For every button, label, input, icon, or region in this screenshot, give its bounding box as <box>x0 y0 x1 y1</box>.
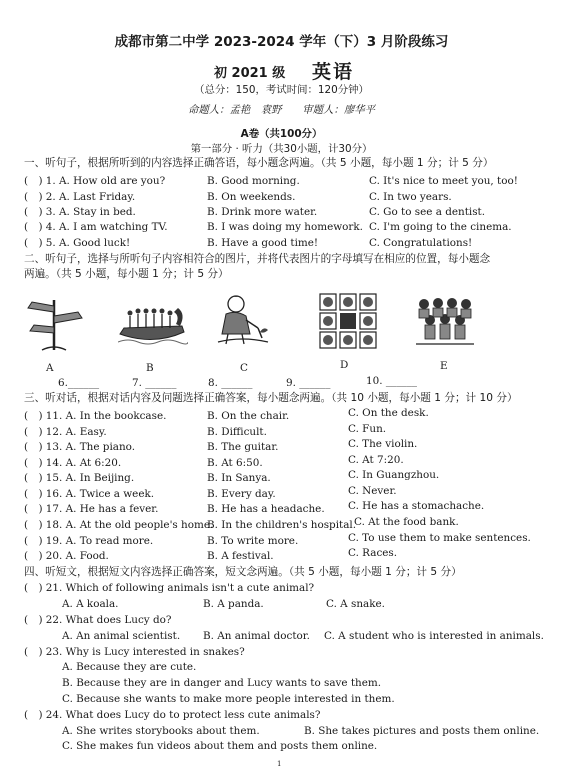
paper-a-title: A卷（共100分） <box>240 128 323 140</box>
q3-option-b: B. Drink more water. <box>207 206 318 218</box>
q16-option-c: C. Never. <box>348 485 397 497</box>
answer-blank-7[interactable]: 7. ______ <box>132 377 177 389</box>
q1-option-c: C. It's nice to meet you, too! <box>369 175 518 187</box>
q16-stem: ( ) 16. A. Twice a week. <box>24 488 155 500</box>
q22-option-b: B. An animal doctor. <box>203 630 310 642</box>
q15-option-c: C. In Guangzhou. <box>348 469 440 481</box>
q22-option-a: A. An animal scientist. <box>62 630 181 642</box>
dishes-grid-icon <box>318 292 378 350</box>
answer-blank-9[interactable]: 9. ______ <box>286 377 331 389</box>
girl-planting-icon <box>212 290 272 352</box>
q19-stem: ( ) 19. A. To read more. <box>24 535 154 547</box>
q21-option-a: A. A koala. <box>62 598 119 610</box>
q18-option-c: C. At the food bank. <box>354 516 459 528</box>
q15-stem: ( ) 15. A. In Beijing. <box>24 472 135 484</box>
section2-heading-line2: 两遍。（共 5 小题，每小题 1 分；计 5 分） <box>24 268 229 280</box>
q13-option-c: C. The violin. <box>348 438 418 450</box>
dragon-boat-icon <box>118 296 188 351</box>
answer-blank-8[interactable]: 8. ______ <box>208 377 253 389</box>
picture-letter-e: E <box>440 360 448 372</box>
q24-option-c: C. She makes fun videos about them and posts them online. <box>62 740 378 752</box>
q22-stem: ( ) 22. What does Lucy do? <box>24 614 172 626</box>
q19-option-b: B. To write more. <box>207 535 299 547</box>
subject-label: 英语 <box>312 61 355 83</box>
q20-option-c: C. Races. <box>348 547 398 559</box>
q12-option-c: C. Fun. <box>348 423 387 435</box>
q21-option-c: C. A snake. <box>326 598 385 610</box>
q21-stem: ( ) 21. Which of following animals isn't a cute animal? <box>24 582 315 594</box>
exam-authors: 命题人：孟艳 袁野 审题人：廖华平 <box>187 104 376 116</box>
q17-stem: ( ) 17. A. He has a fever. <box>24 503 159 515</box>
q17-option-c: C. He has a stomachache. <box>348 500 485 512</box>
q14-option-b: B. At 6:50. <box>207 457 263 469</box>
q15-option-b: B. In Sanya. <box>207 472 271 484</box>
q4-option-c: C. I'm going to the cinema. <box>369 221 512 233</box>
section3-heading: 三、听对话，根据对话内容及问题选择正确答案，每小题念两遍。（共 10 小题，每小题 1 分；计 10 分） <box>24 392 518 404</box>
picture-letter-d: D <box>340 359 349 371</box>
q17-option-b: B. He has a headache. <box>207 503 325 515</box>
q1-stem: ( ) 1. A. How old are you? <box>24 175 166 187</box>
q3-stem: ( ) 3. A. Stay in bed. <box>24 206 136 218</box>
answer-blank-6[interactable]: 6.______ <box>58 377 100 389</box>
q5-option-b: B. Have a good time! <box>207 237 319 249</box>
q18-option-b: B. In the children's hospital. <box>207 519 357 531</box>
q22-option-c: C. A student who is interested in animals. <box>324 630 544 642</box>
q23-option-a: A. Because they are cute. <box>62 661 197 673</box>
q3-option-c: C. Go to see a dentist. <box>369 206 486 218</box>
q12-stem: ( ) 12. A. Easy. <box>24 426 107 438</box>
q4-stem: ( ) 4. A. I am watching TV. <box>24 221 168 233</box>
grade-label: 初 2021 级 <box>214 66 286 81</box>
q23-stem: ( ) 23. Why is Lucy interested in snakes? <box>24 646 245 658</box>
q21-option-b: B. A panda. <box>203 598 264 610</box>
picture-letter-a: A <box>46 362 54 374</box>
q14-option-c: C. At 7:20. <box>348 454 404 466</box>
q11-stem: ( ) 11. A. In the bookcase. <box>24 410 167 422</box>
q16-option-b: B. Every day. <box>207 488 276 500</box>
part1-title: 第一部分 · 听力（共30小题，计30分） <box>190 143 373 155</box>
crowd-icon <box>414 294 476 350</box>
q23-option-b: B. Because they are in danger and Lucy wants to save them. <box>62 677 382 689</box>
q1-option-b: B. Good morning. <box>207 175 300 187</box>
q20-stem: ( ) 20. A. Food. <box>24 550 109 562</box>
q5-stem: ( ) 5. A. Good luck! <box>24 237 131 249</box>
signpost-icon <box>24 292 84 352</box>
picture-letter-b: B <box>146 362 154 374</box>
picture-letter-c: C <box>240 362 248 374</box>
exam-meta: （总分：150，考试时间：120分钟） <box>194 84 369 96</box>
q5-option-c: C. Congratulations! <box>369 237 473 249</box>
section1-heading: 一、听句子，根据所听到的内容选择正确答语，每小题念两遍。（共 5 小题，每小题 1 分；计 5 分） <box>24 157 494 169</box>
q24-stem: ( ) 24. What does Lucy do to protect less cute animals? <box>24 709 321 721</box>
q24-option-b: B. She takes pictures and posts them online. <box>304 725 540 737</box>
q13-option-b: B. The guitar. <box>207 441 279 453</box>
q23-option-c: C. Because she wants to make more people interested in them. <box>62 693 395 705</box>
answer-blank-10[interactable]: 10. ______ <box>366 375 417 387</box>
q11-option-b: B. On the chair. <box>207 410 290 422</box>
q20-option-b: B. A festival. <box>207 550 274 562</box>
q19-option-c: C. To use them to make sentences. <box>348 532 531 544</box>
section2-heading-line1: 二、听句子，选择与所听句子内容相符合的图片，并将代表图片的字母填写在相应的位置，每小题念 <box>24 253 491 265</box>
q12-option-b: B. Difficult. <box>207 426 267 438</box>
q11-option-c: C. On the desk. <box>348 407 429 419</box>
q14-stem: ( ) 14. A. At 6:20. <box>24 457 122 469</box>
q2-option-b: B. On weekends. <box>207 191 296 203</box>
page-number: 1 <box>277 760 282 768</box>
section4-heading: 四、听短文，根据短文内容选择正确答案，短文念两遍。（共 5 小题，每小题 1 分；计 5 分） <box>24 566 462 578</box>
q2-option-c: C. In two years. <box>369 191 452 203</box>
exam-title: 成都市第二中学 2023-2024 学年（下）3 月阶段练习 <box>114 34 449 50</box>
q2-stem: ( ) 2. A. Last Friday. <box>24 191 136 203</box>
q13-stem: ( ) 13. A. The piano. <box>24 441 136 453</box>
q18-stem: ( ) 18. A. At the old people's home. <box>24 519 214 531</box>
q24-option-a: A. She writes storybooks about them. <box>62 725 260 737</box>
q4-option-b: B. I was doing my homework. <box>207 221 363 233</box>
